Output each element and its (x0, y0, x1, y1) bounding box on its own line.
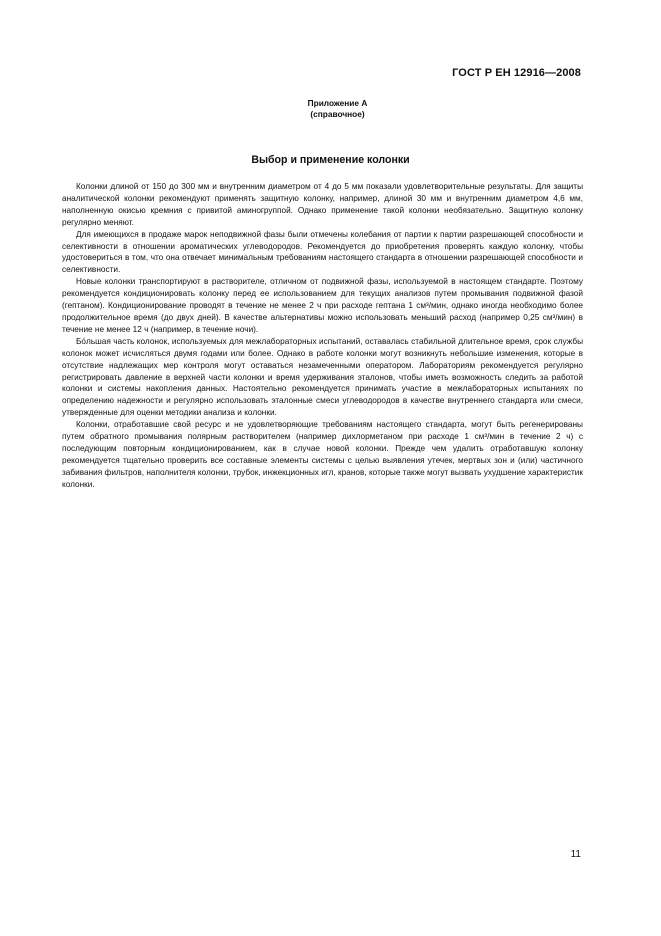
appendix-title: Приложение А (307, 98, 368, 108)
paragraph: Для имеющихся в продаже марок неподвижной фазы были отмечены колебания от партии к партии разрешающей способности и селективности в отношении ароматических углеводородов. Рекомендуется до приобретения проверять каждую колонку, чтобы удостовериться в том, что она отвечает минимальным требованиям настоящего стандарта в отношении разрешающей способности и селективности. (62, 229, 583, 275)
document-id: ГОСТ Р ЕН 12916—2008 (452, 67, 581, 79)
appendix-heading (0, 98, 661, 120)
paragraph: Бо́льшая часть колонок, используемых для межлабораторных испытаний, оставалась стабильной длительное время, срок службы колонок может исчисляться двумя годами или более. Однако в работе колонки могут возникнуть небольшие изменения, которые в отсутствие надлежащих мер контроля могут оставаться незамеченными оператором. Лабораториям рекомендуется регулярно регистрировать давление в верхней части колонки и время удерживания эталонов, чтобы иметь возможность следить за работой колонки и системы накопления данных. Настоятельно рекомендуется принимать участие в межлабораторных испытаниях по определению надежности и регулярно использовать эталонные смеси углеводородов в качестве внутреннего стандарта или смеси, утвержденные для оценки методики анализа и колонки. (62, 336, 583, 418)
paragraph: Колонки, отработавшие свой ресурс и не удовлетворяющие требованиям настоящего стандарта, могут быть регенерированы путем обратного промывания полярным растворителем (например дихлорметаном при расходе 1 см³/мин в течение 2 ч) с последующим повторным кондиционированием, как в случае новой колонки. Прежде чем удалить отработавшую колонку рекомендуется тщательно проверить все составные элементы системы с целью выявления утечек, мертвых зон и (или) частичного забивания фильтров, наполнителя колонки, трубок, инжекционных игл, кранов, которые также могут вызвать ухудшение характеристик колонки. (62, 420, 583, 489)
page-number: 11 (570, 849, 581, 860)
appendix-subtitle: (справочное) (310, 109, 365, 119)
paragraph: Новые колонки транспортируют в растворителе, отличном от подвижной фазы, используемой в настоящем стандарте. Поэтому рекомендуется кондиционировать колонку перед ее использованием для текущих анализов путем промывания подвижной фазой (гептаном). Кондиционирование проводят в течение не менее 2 ч при расходе гептана 1 см³/мин, однако иногда необходимо более продолжительное время (до двух дней). В качестве альтернативы можно использовать меньший расход (например 0,25 см³/мин) в течение не менее 12 ч (например, в течение ночи). (62, 277, 583, 334)
body-text (62, 181, 583, 491)
section-title: Выбор и применение колонки (251, 154, 410, 166)
paragraph: Колонки длиной от 150 до 300 мм и внутренним диаметром от 4 до 5 мм показали удовлетворительные результаты. Для защиты аналитической колонки рекомендуют применять защитную колонку, например, длиной 30 мм и внутренним диаметром 4,6 мм, наполненную окисью кремния с привитой аминогруппой. Однако применение такой колонки необязательно. Защитную колонку регулярно меняют. (62, 182, 583, 227)
